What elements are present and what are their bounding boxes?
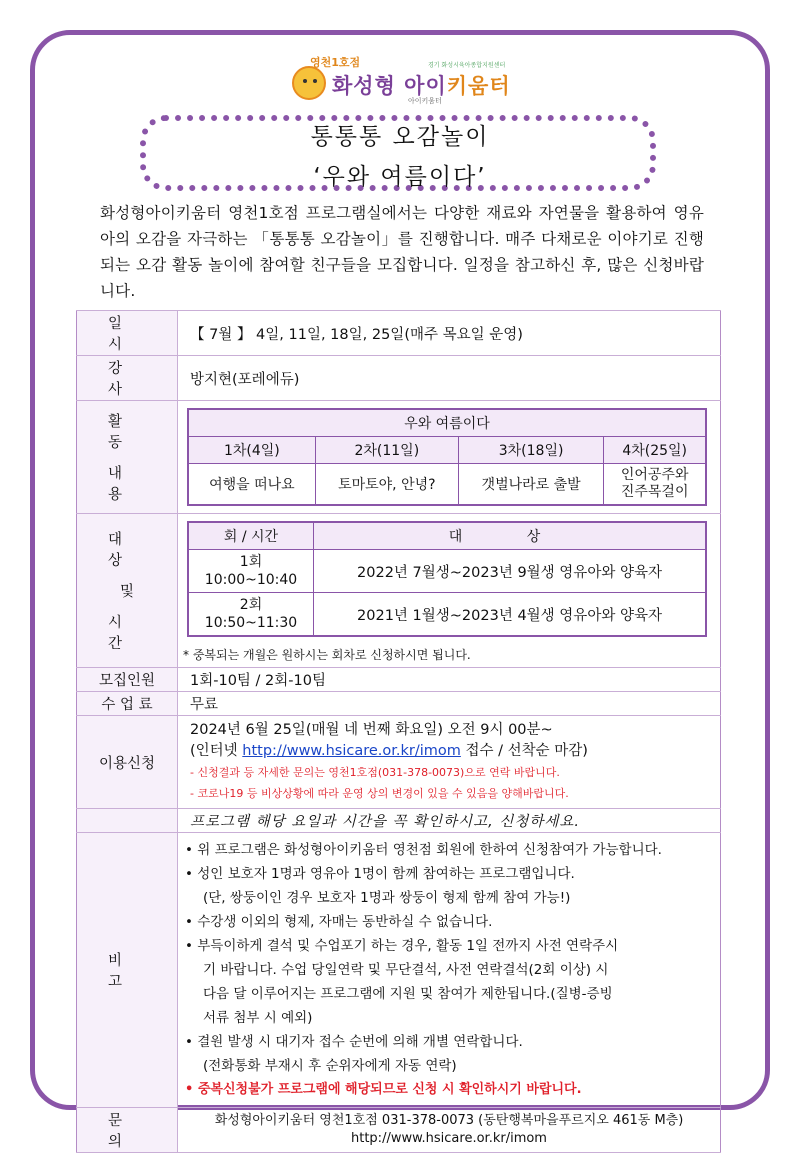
value-fee: 무료 [178, 692, 721, 716]
remark-item: • 부득이하게 결석 및 수업포기 하는 경우, 활동 1일 전까지 사전 연락주시 [185, 938, 619, 954]
label-date: 일 시 [77, 311, 178, 356]
session-name: 여행을 떠나요 [188, 464, 315, 506]
value-recruit: 1회-10팀 / 2회-10팀 [178, 668, 721, 692]
info-table [76, 310, 721, 1153]
target-head-time: 회 / 시간 [188, 522, 314, 550]
session-round: 3차(18일) [458, 437, 603, 464]
remarks-list [179, 834, 719, 1106]
value-instructor: 방지현(포레에듀) [178, 356, 721, 401]
remark-item: (단, 쌍둥이인 경우 보호자 1명과 쌍둥이 형제 함께 참여 가능!) [203, 890, 571, 906]
remark-item: (전화통화 부재시 후 순위자에게 자동 연락) [203, 1058, 457, 1074]
remark-item-warning: • 중복신청불가 프로그램에 해당되므로 신청 시 확인하시기 바랍니다. [185, 1082, 582, 1097]
remark-item: 기 바랍니다. 수업 당일연락 및 무단결석, 사전 연락결석(2회 이상) 시 [203, 962, 609, 978]
intro-paragraph: 화성형아이키움터 영천1호점 프로그램실에서는 다양한 재료와 자연물을 활용하여 영유아의 오감을 자극하는 「통통통 오감놀이」를 진행합니다. 매주 다채로운 이야기로 진행되는 오감 활동 놀이에 참여할 친구들을 모집합니다. 일정을 참고하신 후, 많은 신청바랍니다. [100, 204, 704, 300]
label-recruit: 모집인원 [77, 668, 178, 692]
remark-item: 서류 첨부 시 예외) [203, 1010, 313, 1026]
label-empty [77, 809, 178, 833]
target-table [187, 521, 707, 637]
value-date: 【 7월 】 4일, 11일, 18일, 25일(매주 목요일 운영) [178, 311, 721, 356]
title-line2: ‘우와 여름이다’ [313, 164, 487, 190]
logo-tagline: 아이키움터 [408, 97, 442, 105]
session-round: 2차(11일) [315, 437, 458, 464]
remark-item: • 위 프로그램은 화성형아이키움터 영천점 회원에 한하여 신청참여가 가능합니다. [185, 842, 662, 858]
remark-item: • 수강생 이외의 형제, 자매는 동반하실 수 없습니다. [185, 914, 493, 930]
remark-item: • 성인 보호자 1명과 영유아 1명이 함께 참여하는 프로그램입니다. [185, 866, 575, 882]
value-activity [178, 401, 721, 514]
value-contact [178, 1108, 721, 1153]
activity-theme: 우와 여름이다 [188, 409, 706, 437]
logo-sub: 영천1호점 [310, 56, 361, 69]
apply-italic-notice: 프로그램 해당 요일과 시간을 꼭 확인하시고, 신청하세요. [178, 809, 721, 833]
label-fee: 수 업 료 [77, 692, 178, 716]
label-instructor: 강 사 [77, 356, 178, 401]
contact-line1: 화성형아이키움터 영천1호점 031-378-0073 (동탄행복마을푸르지오 461동 M층) [214, 1113, 684, 1128]
apply-line2: (인터넷 http://www.hsicare.or.kr/imom 접수 / 선착순 마감) [190, 743, 588, 759]
apply-line1: 2024년 6월 25일(매월 네 번째 화요일) 오전 9시 00분~ [190, 722, 553, 738]
slot-target: 2022년 7월생~2023년 9월생 영유아와 양육자 [314, 550, 707, 593]
logo [292, 52, 522, 108]
remark-item: 다음 달 이루어지는 프로그램에 지원 및 참여가 제한됩니다.(질병-증빙 [203, 986, 613, 1002]
target-head-target: 대 상 [314, 522, 707, 550]
session-name: 인어공주와 진주목걸이 [604, 464, 706, 506]
session-name: 토마토야, 안녕? [315, 464, 458, 506]
session-round: 4차(25일) [604, 437, 706, 464]
logo-name: 화성형 아이키움터 [332, 74, 511, 98]
slot-time: 1회 10:00~10:40 [188, 550, 314, 593]
value-target [178, 514, 721, 668]
target-note: * 중복되는 개월은 원하시는 회차로 신청하시면 됩니다. [183, 648, 471, 662]
label-apply: 이용신청 [77, 716, 178, 809]
session-name: 갯벌나라로 출발 [458, 464, 603, 506]
label-target: 대 상 및 시 간 [77, 514, 178, 668]
value-apply [178, 716, 721, 809]
apply-note-red1: - 신청결과 등 자세한 문의는 영천1호점(031-378-0073)으로 연락 바랍니다. [190, 766, 560, 779]
remark-item: • 결원 발생 시 대기자 접수 순번에 의해 개별 연락합니다. [185, 1034, 523, 1050]
label-contact: 문 의 [77, 1108, 178, 1153]
apply-link[interactable]: http://www.hsicare.or.kr/imom [242, 743, 461, 759]
activity-table [187, 408, 707, 506]
logo-partner: 경기 화성시육아종합지원센터 [428, 62, 506, 69]
child-face-icon [292, 66, 326, 100]
label-remarks: 비 고 [77, 833, 178, 1108]
title-line1: 통통통 오감놀이 [310, 124, 490, 150]
slot-target: 2021년 1월생~2023년 4월생 영유아와 양육자 [314, 593, 707, 637]
value-remarks [178, 833, 721, 1108]
label-activity: 활 동 내 용 [77, 401, 178, 514]
apply-note-red2: - 코로나19 등 비상상황에 따라 운영 상의 변경이 있을 수 있음을 양해바랍니다. [190, 787, 569, 800]
session-round: 1차(4일) [188, 437, 315, 464]
slot-time: 2회 10:50~11:30 [188, 593, 314, 637]
contact-url[interactable]: http://www.hsicare.or.kr/imom [351, 1131, 547, 1146]
